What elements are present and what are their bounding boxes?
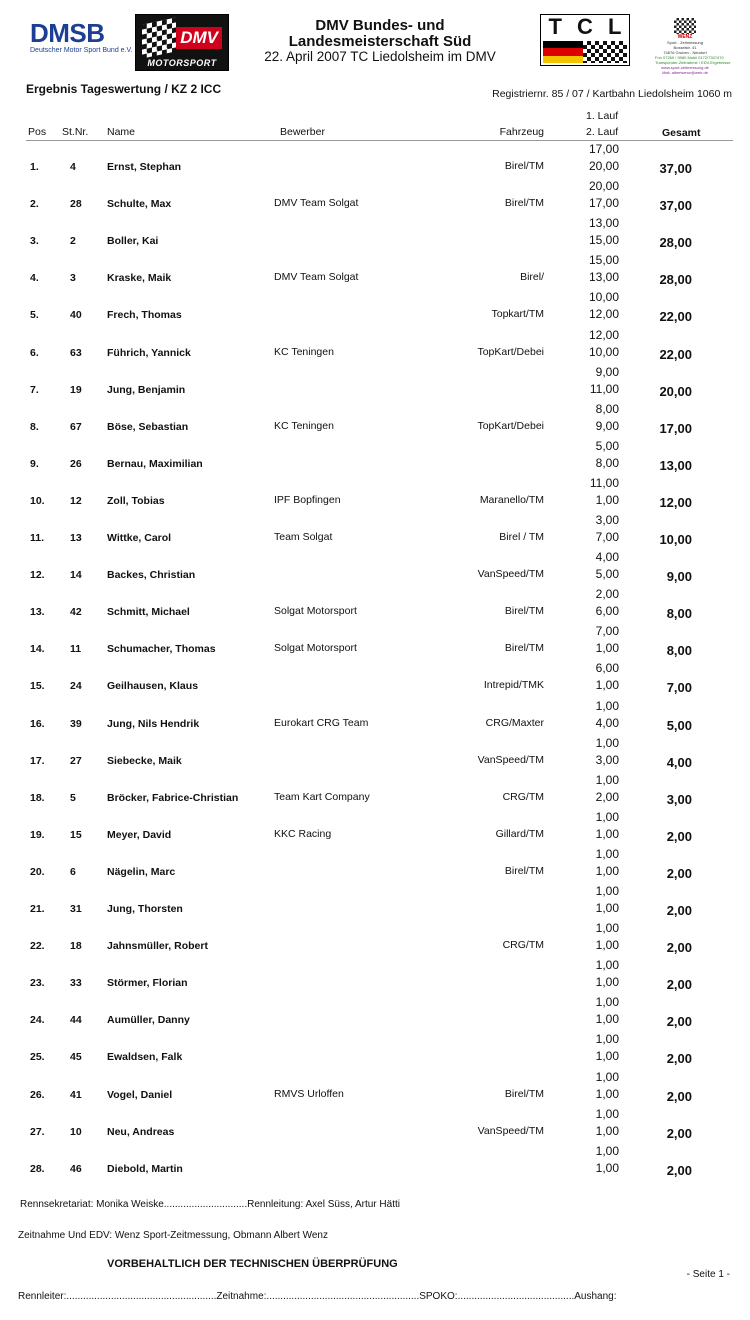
row-position: 11. (30, 532, 45, 544)
row-driver-name: Bröcker, Fabrice-Christian (107, 792, 239, 804)
row-vehicle: Birel/TM (504, 642, 544, 654)
row-heat2-points: 15,00 (588, 233, 619, 247)
page-title-line1: DMV Bundes- und (315, 17, 445, 34)
wenz-logo (655, 18, 731, 75)
row-start-number: 13 (70, 532, 82, 544)
row-heat1-points: 9,00 (595, 365, 619, 379)
col-header-bewerber: Bewerber (280, 126, 325, 138)
row-total-points: 22,00 (659, 347, 692, 362)
dmsb-logo-text: DMSB (30, 18, 105, 48)
german-flag-icon (543, 41, 583, 63)
row-position: 5. (30, 309, 39, 321)
row-driver-name: Schulte, Max (107, 198, 172, 210)
row-total-points: 8,00 (666, 643, 692, 658)
row-driver-name: Ernst, Stephan (107, 161, 182, 173)
row-position: 8. (30, 421, 39, 433)
row-start-number: 3 (70, 272, 76, 284)
row-total-points: 28,00 (659, 235, 692, 250)
row-heat1-points: 1,00 (595, 810, 619, 824)
row-heat1-points: 20,00 (588, 179, 619, 193)
row-position: 17. (30, 755, 45, 767)
row-heat1-points: 1,00 (595, 773, 619, 787)
row-heat2-points: 1,00 (595, 493, 619, 507)
row-heat2-points: 1,00 (595, 641, 619, 655)
row-total-points: 28,00 (659, 272, 692, 287)
col-header-lauf1: 1. Lauf (586, 110, 619, 122)
row-driver-name: Frech, Thomas (107, 309, 182, 321)
tcl-letter-t: T (548, 14, 562, 39)
row-driver-name: Aumüller, Danny (107, 1014, 190, 1026)
header-divider (26, 140, 733, 141)
row-position: 26. (30, 1089, 45, 1101)
row-vehicle: VanSpeed/TM (477, 568, 544, 580)
row-driver-name: Meyer, David (107, 829, 172, 841)
row-vehicle: TopKart/Debei (477, 346, 544, 358)
row-heat1-points: 1,00 (595, 699, 619, 713)
row-heat1-points: 1,00 (595, 736, 619, 750)
row-total-points: 13,00 (659, 458, 692, 473)
wenz-logo-line: Fon 07269 / 9980 Mobil 0172/7307470 (655, 55, 724, 60)
row-vehicle: CRG/TM (502, 791, 544, 803)
footer-zeitnahme: Zeitnahme Und EDV: Wenz Sport-Zeitmessung, Obmann Albert Wenz (18, 1230, 328, 1241)
row-heat1-points: 11,00 (589, 476, 619, 490)
dmv-logo-subtext: MOTORSPORT (147, 58, 217, 68)
row-driver-name: Backes, Christian (107, 569, 196, 581)
row-heat1-points: 12,00 (588, 328, 619, 342)
row-position: 13. (30, 606, 45, 618)
row-driver-name: Schmitt, Michael (107, 606, 190, 618)
row-driver-name: Jung, Nils Hendrik (107, 718, 200, 730)
row-driver-name: Jahnsmüller, Robert (107, 940, 208, 952)
event-subtitle: 22. April 2007 TC Liedolsheim im DMV (264, 49, 496, 64)
col-header-name: Name (107, 126, 136, 138)
row-heat2-points: 11,00 (589, 382, 619, 396)
row-total-points: 3,00 (666, 792, 692, 807)
col-header-gesamt: Gesamt (662, 127, 701, 139)
footer-signatures: Rennleiter:......................................................Zeitnahme:.......................................................SPOKO:..........................................Aushang: (18, 1291, 617, 1302)
row-heat2-points: 3,00 (595, 753, 619, 767)
row-total-points: 17,00 (659, 421, 692, 436)
row-entrant: KKC Racing (274, 828, 332, 840)
row-position: 14. (30, 643, 45, 655)
row-position: 15. (30, 680, 45, 692)
row-start-number: 5 (70, 792, 76, 804)
row-heat2-points: 1,00 (595, 975, 619, 989)
row-start-number: 6 (70, 866, 76, 878)
row-position: 22. (30, 940, 45, 952)
row-vehicle: VanSpeed/TM (477, 754, 544, 766)
row-heat2-points: 8,00 (595, 456, 619, 470)
row-heat2-points: 1,00 (595, 1124, 619, 1138)
row-heat1-points: 1,00 (595, 921, 619, 935)
wenz-logo-line: Sport - Zeitmessung (666, 40, 703, 45)
row-vehicle: Topkart/TM (491, 308, 544, 320)
row-total-points: 12,00 (659, 495, 692, 510)
row-total-points: 9,00 (666, 569, 692, 584)
tcl-logo (540, 14, 630, 66)
row-start-number: 42 (70, 606, 82, 618)
row-start-number: 11 (70, 643, 82, 655)
row-total-points: 2,00 (666, 903, 692, 918)
tcl-letter-c: C (577, 14, 593, 39)
row-driver-name: Diebold, Martin (107, 1163, 183, 1175)
row-heat2-points: 2,00 (595, 790, 619, 804)
row-heat1-points: 1,00 (595, 847, 619, 861)
row-vehicle: Birel / TM (499, 531, 544, 543)
row-position: 9. (30, 458, 39, 470)
row-driver-name: Kraske, Maik (107, 272, 172, 284)
row-position: 1. (30, 161, 39, 173)
row-heat1-points: 1,00 (595, 1032, 619, 1046)
row-heat2-points: 4,00 (595, 716, 619, 730)
row-driver-name: Bernau, Maximilian (107, 458, 203, 470)
row-driver-name: Jung, Benjamin (107, 384, 186, 396)
row-total-points: 22,00 (659, 309, 692, 324)
row-vehicle: Birel/TM (504, 865, 544, 877)
row-heat1-points: 1,00 (595, 1070, 619, 1084)
wenz-logo-line: Bosselstr. 41 (673, 45, 697, 50)
row-start-number: 26 (70, 458, 82, 470)
row-vehicle: Birel/TM (504, 605, 544, 617)
row-driver-name: Vogel, Daniel (107, 1089, 173, 1101)
wenz-logo-line: 74676 Gruben - Neudorf (663, 50, 707, 55)
row-driver-name: Nägelin, Marc (107, 866, 176, 878)
row-heat2-points: 1,00 (595, 1087, 619, 1101)
row-heat1-points: 17,00 (588, 142, 619, 156)
row-total-points: 2,00 (666, 1014, 692, 1029)
row-total-points: 2,00 (666, 1126, 692, 1141)
registration-info: Registriernr. 85 / 07 / Kartbahn Liedolsheim 1060 m (492, 88, 732, 100)
row-start-number: 14 (70, 569, 82, 581)
row-vehicle: CRG/TM (502, 939, 544, 951)
dmv-motorsport-logo (135, 14, 229, 71)
row-position: 19. (30, 829, 45, 841)
row-driver-name: Siebecke, Maik (107, 755, 182, 767)
row-total-points: 2,00 (666, 940, 692, 955)
row-heat2-points: 6,00 (595, 604, 619, 618)
row-heat1-points: 15,00 (588, 253, 619, 267)
page-number: - Seite 1 - (686, 1269, 730, 1280)
row-entrant: Solgat Motorsport (274, 642, 357, 654)
row-vehicle: Maranello/TM (479, 494, 544, 506)
row-heat2-points: 9,00 (595, 419, 619, 433)
row-start-number: 12 (70, 495, 82, 507)
row-heat1-points: 5,00 (595, 439, 619, 453)
row-position: 28. (30, 1163, 45, 1175)
row-entrant: Team Kart Company (274, 791, 370, 803)
row-heat1-points: 6,00 (595, 661, 619, 675)
row-heat2-points: 1,00 (595, 901, 619, 915)
row-driver-name: Zoll, Tobias (107, 495, 165, 507)
row-start-number: 39 (70, 718, 82, 730)
row-start-number: 45 (70, 1051, 82, 1063)
row-driver-name: Boller, Kai (107, 235, 159, 247)
tcl-logo-letters (541, 15, 629, 39)
row-heat2-points: 13,00 (588, 270, 619, 284)
row-position: 4. (30, 272, 39, 284)
row-position: 6. (30, 347, 39, 359)
row-start-number: 19 (70, 384, 82, 396)
row-total-points: 2,00 (666, 977, 692, 992)
footer-vorbehalt: VORBEHALTLICH DER TECHNISCHEN ÜBERPRÜFUNG (107, 1258, 398, 1270)
row-total-points: 10,00 (659, 532, 692, 547)
row-heat2-points: 12,00 (588, 307, 619, 321)
row-start-number: 67 (70, 421, 82, 433)
row-heat1-points: 10,00 (588, 290, 619, 304)
dmv-logo-text: DMV (176, 27, 222, 49)
row-entrant: Team Solgat (274, 531, 333, 543)
row-start-number: 4 (70, 161, 76, 173)
row-position: 27. (30, 1126, 45, 1138)
row-start-number: 28 (70, 198, 82, 210)
row-position: 25. (30, 1051, 45, 1063)
row-start-number: 27 (70, 755, 82, 767)
row-entrant: KC Teningen (274, 346, 334, 358)
row-vehicle: TopKart/Debei (477, 420, 544, 432)
col-header-lauf2: 2. Lauf (586, 126, 619, 138)
row-driver-name: Störmer, Florian (107, 977, 188, 989)
row-total-points: 5,00 (666, 718, 692, 733)
row-heat1-points: 1,00 (595, 995, 619, 1009)
row-heat2-points: 1,00 (595, 1049, 619, 1063)
row-total-points: 37,00 (659, 161, 692, 176)
row-driver-name: Schumacher, Thomas (107, 643, 216, 655)
row-position: 18. (30, 792, 45, 804)
row-start-number: 63 (70, 347, 82, 359)
row-entrant: DMV Team Solgat (274, 271, 359, 283)
row-total-points: 4,00 (666, 755, 692, 770)
row-heat1-points: 1,00 (595, 1144, 619, 1158)
report-title: Ergebnis Tageswertung / KZ 2 ICC (26, 82, 222, 96)
row-heat1-points: 13,00 (588, 216, 619, 230)
row-heat2-points: 1,00 (595, 864, 619, 878)
row-start-number: 44 (70, 1014, 82, 1026)
wenz-logo-line: www.sport-zeitmessung.de (661, 65, 709, 70)
row-total-points: 20,00 (659, 384, 692, 399)
footer-sekretariat: Rennsekretariat: Monika Weiske..............................Rennleitung: Axel Süss, Artur Hätti (20, 1199, 400, 1210)
dmsb-logo (30, 18, 133, 64)
page-title-line2: Landesmeisterschaft Süd (288, 33, 472, 50)
row-entrant: DMV Team Solgat (274, 197, 359, 209)
wenz-logo-line: Mail: albertwenz@web.de (662, 70, 708, 75)
row-position: 20. (30, 866, 45, 878)
row-vehicle: VanSpeed/TM (477, 1125, 544, 1137)
row-start-number: 41 (70, 1089, 82, 1101)
row-heat2-points: 1,00 (595, 1012, 619, 1026)
dmsb-logo-subtext: Deutscher Motor Sport Bund e.V. (30, 47, 133, 54)
row-vehicle: CRG/Maxter (485, 717, 544, 729)
col-header-stnr: St.Nr. (62, 126, 89, 138)
row-vehicle: Intrepid/TMK (483, 679, 544, 691)
row-start-number: 31 (70, 903, 82, 915)
row-total-points: 2,00 (666, 1089, 692, 1104)
row-heat2-points: 1,00 (595, 938, 619, 952)
row-driver-name: Böse, Sebastian (107, 421, 189, 433)
row-heat2-points: 10,00 (588, 345, 619, 359)
row-heat1-points: 3,00 (595, 513, 619, 527)
row-heat2-points: 5,00 (595, 567, 619, 581)
checkered-flag-icon (583, 41, 627, 63)
row-heat2-points: 20,00 (588, 159, 619, 173)
row-driver-name: Neu, Andreas (107, 1126, 175, 1138)
row-start-number: 18 (70, 940, 82, 952)
row-heat1-points: 4,00 (595, 550, 619, 564)
row-position: 2. (30, 198, 39, 210)
row-heat2-points: 1,00 (595, 1161, 619, 1175)
row-total-points: 8,00 (666, 606, 692, 621)
row-start-number: 15 (70, 829, 82, 841)
row-heat1-points: 7,00 (595, 624, 619, 638)
row-total-points: 2,00 (666, 829, 692, 844)
row-entrant: Solgat Motorsport (274, 605, 357, 617)
wenz-logo-title: WENZ (677, 34, 693, 40)
row-total-points: 2,00 (666, 1051, 692, 1066)
row-entrant: KC Teningen (274, 420, 334, 432)
col-header-pos: Pos (28, 126, 47, 138)
row-heat1-points: 1,00 (595, 884, 619, 898)
row-heat2-points: 1,00 (595, 678, 619, 692)
row-total-points: 2,00 (666, 866, 692, 881)
checkered-flag-icon (142, 17, 176, 58)
row-vehicle: Birel/TM (504, 1088, 544, 1100)
row-vehicle: Birel/TM (504, 197, 544, 209)
row-total-points: 2,00 (666, 1163, 692, 1178)
row-position: 12. (30, 569, 45, 581)
row-vehicle: Birel/ (520, 271, 544, 283)
row-start-number: 24 (70, 680, 82, 692)
row-start-number: 2 (70, 235, 76, 247)
row-heat1-points: 2,00 (595, 587, 619, 601)
row-driver-name: Ewaldsen, Falk (107, 1051, 183, 1063)
row-heat1-points: 8,00 (595, 402, 619, 416)
wenz-logo-line: Transponder-Zeitnahme / EDV-Ergebnisse (655, 60, 731, 65)
row-start-number: 10 (70, 1126, 82, 1138)
row-total-points: 7,00 (666, 680, 692, 695)
row-total-points: 37,00 (659, 198, 692, 213)
row-heat1-points: 1,00 (595, 1107, 619, 1121)
row-driver-name: Führich, Yannick (107, 347, 191, 359)
row-driver-name: Jung, Thorsten (107, 903, 183, 915)
row-driver-name: Wittke, Carol (107, 532, 172, 544)
row-driver-name: Geilhausen, Klaus (107, 680, 199, 692)
row-position: 23. (30, 977, 45, 989)
checkered-flag-icon (674, 18, 696, 34)
row-vehicle: Birel/TM (504, 160, 544, 172)
row-position: 3. (30, 235, 39, 247)
col-header-fahrzeug: Fahrzeug (499, 126, 544, 138)
row-position: 10. (30, 495, 45, 507)
row-heat2-points: 17,00 (588, 196, 619, 210)
row-position: 16. (30, 718, 45, 730)
row-start-number: 46 (70, 1163, 82, 1175)
tcl-letter-l: L (608, 14, 622, 39)
row-start-number: 40 (70, 309, 82, 321)
row-heat1-points: 1,00 (595, 958, 619, 972)
row-position: 24. (30, 1014, 45, 1026)
row-heat2-points: 1,00 (595, 827, 619, 841)
row-heat2-points: 7,00 (595, 530, 619, 544)
row-entrant: Eurokart CRG Team (274, 717, 369, 729)
row-start-number: 33 (70, 977, 82, 989)
row-position: 21. (30, 903, 45, 915)
row-vehicle: Gillard/TM (495, 828, 544, 840)
row-entrant: RMVS Urloffen (274, 1088, 344, 1100)
row-entrant: IPF Bopfingen (274, 494, 341, 506)
row-position: 7. (30, 384, 39, 396)
